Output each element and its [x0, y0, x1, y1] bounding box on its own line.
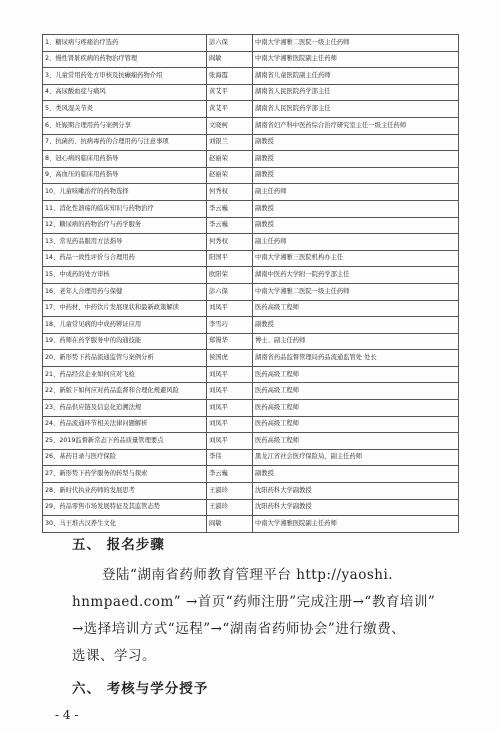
- course-cell: [43, 167, 207, 184]
- course-name: 消化性溃疡的临床知识与药物治疗: [59, 204, 154, 212]
- row-number: 10、: [45, 187, 60, 195]
- lecturer-title: 湖南省人民医院药学部主任: [253, 101, 459, 118]
- course-table: [42, 34, 459, 533]
- table-row: [43, 234, 459, 251]
- table-row: [43, 250, 459, 267]
- lecturer-title: 副教授: [253, 151, 459, 168]
- course-name: 妊娠期合理用药与案例分享: [55, 121, 131, 129]
- lecturer-name: 张海霞: [207, 68, 253, 85]
- course-cell: [43, 250, 207, 267]
- lecturer-title: 湖南省药品监督管理局药品流通监管处 处长: [253, 350, 459, 367]
- course-name: 糖尿病的药物治疗与药学服务: [59, 221, 142, 229]
- course-name: 马王堆古汉养生文化: [59, 519, 116, 527]
- row-number: 8、: [45, 154, 56, 162]
- course-cell: [43, 317, 207, 334]
- row-number: 21、: [45, 370, 60, 378]
- lecturer-name: 赵丽荣: [207, 151, 253, 168]
- course-cell: [43, 516, 207, 533]
- lecturer-name: 赵丽荣: [207, 167, 253, 184]
- lecturer-title: 黑龙江省社会医疗保险局，副主任药师: [253, 449, 459, 466]
- table-row: [43, 499, 459, 516]
- course-name: 基药目录与医疗保险: [59, 453, 116, 461]
- course-cell: [43, 35, 207, 52]
- lecturer-name: 李云巍: [207, 466, 253, 483]
- table-row: [43, 383, 459, 400]
- section-heading-registration: 五、 报名步骤: [72, 537, 165, 553]
- row-number: 9、: [45, 171, 56, 179]
- lecturer-title: 医药高级工程师: [253, 433, 459, 450]
- lecturer-title: 副教授: [253, 134, 459, 151]
- table-row: [43, 416, 459, 433]
- course-cell: [43, 200, 207, 217]
- course-name: 药品流通环节相关法律问题解析: [59, 420, 148, 428]
- course-name: 中药材、中药饮片发展现状和最新政策解读: [59, 304, 179, 312]
- course-name: 新时代执业药师的发展思考: [59, 486, 135, 494]
- course-cell: [43, 366, 207, 383]
- registration-paragraph-line-3: →选择培训方式“远程”→“湖南省药师协会”进行缴费、: [72, 621, 406, 637]
- lecturer-name: 刘凤平: [207, 300, 253, 317]
- course-cell: [43, 416, 207, 433]
- row-number: 30、: [45, 519, 60, 527]
- table-row: [43, 117, 459, 134]
- lecturer-name: 李伟: [207, 449, 253, 466]
- course-name: 2019监督新常态下药品质量管理要点: [59, 436, 164, 444]
- row-number: 19、: [45, 337, 60, 345]
- row-number: 7、: [45, 138, 56, 146]
- course-name: 高血压的临床用药指导: [55, 171, 119, 179]
- row-number: 17、: [45, 304, 60, 312]
- lecturer-title: 医药高级工程师: [253, 366, 459, 383]
- row-number: 5、: [45, 105, 56, 113]
- table-row: [43, 51, 459, 68]
- course-name: 儿童常用药处方审核及抗癫痫药物介绍: [55, 71, 163, 79]
- lecturer-title: 副教授: [253, 466, 459, 483]
- lecturer-title: 中南大学湘雅医院副主任药师: [253, 51, 459, 68]
- row-number: 23、: [45, 403, 60, 411]
- course-cell: [43, 433, 207, 450]
- course-cell: [43, 117, 207, 134]
- course-cell: [43, 300, 207, 317]
- course-name: 药师在药学服务中的沟通技能: [59, 337, 142, 345]
- course-cell: [43, 350, 207, 367]
- course-name: 儿童咳嗽治疗的药物选择: [59, 187, 129, 195]
- table-row: [43, 300, 459, 317]
- lecturer-name: 文晓柯: [207, 117, 253, 134]
- lecturer-title: 副教授: [253, 200, 459, 217]
- registration-paragraph-line-4: 选课、学习。: [72, 648, 156, 664]
- lecturer-name: 刘凤平: [207, 366, 253, 383]
- table-row: [43, 350, 459, 367]
- table-row: [43, 68, 459, 85]
- course-name: 药品零售市场发展特征及其监管态势: [59, 503, 161, 511]
- table-row: [43, 151, 459, 168]
- lecturer-name: 何秀权: [207, 234, 253, 251]
- lecturer-title: 副教授: [253, 317, 459, 334]
- table-row: [43, 134, 459, 151]
- registration-paragraph-line-1: 登陆“湖南省药师教育管理平台 http://yaoshi.: [102, 567, 394, 583]
- row-number: 1、: [45, 38, 56, 46]
- lecturer-name: 黄艾平: [207, 84, 253, 101]
- table-row: [43, 217, 459, 234]
- lecturer-title: 中南大学湘雅三医院机构办主任: [253, 250, 459, 267]
- lecturer-name: 李云巍: [207, 217, 253, 234]
- lecturer-title: 湖南省妇产科中医药综合治疗研究室主任一级主任药师: [253, 117, 459, 134]
- row-number: 4、: [45, 88, 56, 96]
- table-row: [43, 200, 459, 217]
- lecturer-name: 王淑玲: [207, 499, 253, 516]
- course-table-body: [43, 35, 459, 533]
- row-number: 2、: [45, 55, 56, 63]
- registration-paragraph-line-2: hnmpaed.com” →首页“药师注册”完成注册→“教育培训”: [72, 594, 436, 610]
- table-row: [43, 449, 459, 466]
- course-name: 老年人合理用药与保健: [59, 287, 123, 295]
- row-number: 20、: [45, 353, 60, 361]
- row-number: 24、: [45, 420, 60, 428]
- lecturer-name: 李雪巧: [207, 317, 253, 334]
- lecturer-name: 欧阳荣: [207, 267, 253, 284]
- course-cell: [43, 101, 207, 118]
- table-row: [43, 333, 459, 350]
- course-cell: [43, 483, 207, 500]
- lecturer-name: 彭六保: [207, 283, 253, 300]
- course-cell: [43, 134, 207, 151]
- table-row: [43, 433, 459, 450]
- table-row: [43, 466, 459, 483]
- table-row: [43, 184, 459, 201]
- lecturer-title: 副主任药师: [253, 184, 459, 201]
- lecturer-name: 李云巍: [207, 200, 253, 217]
- course-name: 类风湿关节炎: [55, 105, 94, 113]
- row-number: 22、: [45, 387, 60, 395]
- course-name: 新形势下药学服务的转型与探索: [59, 470, 148, 478]
- course-name: 抗菌药、抗病毒药的合理用药与注意事项: [55, 138, 169, 146]
- lecturer-name: 彭六保: [207, 35, 253, 52]
- lecturer-name: 何秀权: [207, 184, 253, 201]
- lecturer-name: 刘凤平: [207, 400, 253, 417]
- lecturer-name: 刘凤平: [207, 416, 253, 433]
- course-cell: [43, 283, 207, 300]
- course-name: 糖尿病与疼痛治疗选药: [55, 38, 119, 46]
- lecturer-title: 医药高级工程师: [253, 400, 459, 417]
- course-name: 中成药的处方审核: [59, 270, 110, 278]
- table-row: [43, 400, 459, 417]
- lecturer-title: 医药高级工程师: [253, 300, 459, 317]
- table-row: [43, 483, 459, 500]
- lecturer-title: 沈阳药科大学副教授: [253, 483, 459, 500]
- lecturer-title: 医药高级工程师: [253, 416, 459, 433]
- row-number: 14、: [45, 254, 60, 262]
- course-name: 常见药品服用方法指导: [59, 237, 123, 245]
- table-row: [43, 317, 459, 334]
- page-number: - 4 -: [55, 708, 79, 722]
- course-name: 慢性肾脏疾病的药物治疗管理: [55, 55, 138, 63]
- table-row: [43, 283, 459, 300]
- course-name: 药品经营企业如何应对飞检: [59, 370, 135, 378]
- table-row: [43, 167, 459, 184]
- course-name: 新形势下药品流通监管与案例分析: [59, 353, 154, 361]
- row-number: 3、: [45, 71, 56, 79]
- course-name: 新版下如何应对药品监督和合理化规避风险: [59, 387, 179, 395]
- course-cell: [43, 234, 207, 251]
- lecturer-title: 副教授: [253, 167, 459, 184]
- row-number: 26、: [45, 453, 60, 461]
- course-cell: [43, 333, 207, 350]
- lecturer-title: 副主任药师: [253, 234, 459, 251]
- course-cell: [43, 51, 207, 68]
- section-heading-assessment: 六、 考核与学分授予: [72, 681, 209, 697]
- lecturer-title: 湖南省人民医院药学部主任: [253, 84, 459, 101]
- table-row: [43, 101, 459, 118]
- course-name: 儿童常见病的中成药辨证应用: [59, 320, 142, 328]
- lecturer-title: 沈阳药科大学副教授: [253, 499, 459, 516]
- row-number: 16、: [45, 287, 60, 295]
- row-number: 13、: [45, 237, 60, 245]
- lecturer-name: 侯国虎: [207, 350, 253, 367]
- lecturer-name: 黄艾平: [207, 101, 253, 118]
- row-number: 12、: [45, 221, 60, 229]
- course-cell: [43, 84, 207, 101]
- lecturer-name: 郑馒华: [207, 333, 253, 350]
- course-cell: [43, 499, 207, 516]
- table-row: [43, 35, 459, 52]
- row-number: 15、: [45, 270, 60, 278]
- row-number: 18、: [45, 320, 60, 328]
- lecturer-name: 刘银兰: [207, 134, 253, 151]
- lecturer-title: 湖南中医药大学附一院药学部主任: [253, 267, 459, 284]
- row-number: 25、: [45, 436, 60, 444]
- table-row: [43, 267, 459, 284]
- course-cell: [43, 400, 207, 417]
- course-cell: [43, 466, 207, 483]
- course-cell: [43, 267, 207, 284]
- lecturer-name: 刘凤平: [207, 433, 253, 450]
- course-name: 药品一致性评价与合理用药: [59, 254, 135, 262]
- table-row: [43, 84, 459, 101]
- lecturer-title: 医药高级工程师: [253, 383, 459, 400]
- course-cell: [43, 217, 207, 234]
- row-number: 6、: [45, 121, 56, 129]
- lecturer-title: 中南大学湘雅二医院一级主任药师: [253, 35, 459, 52]
- row-number: 28、: [45, 486, 60, 494]
- lecturer-name: 王淑玲: [207, 483, 253, 500]
- row-number: 29、: [45, 503, 60, 511]
- course-cell: [43, 151, 207, 168]
- lecturer-title: 博士、副主任药师: [253, 333, 459, 350]
- lecturer-title: 中南大学湘雅二医院一级主任药师: [253, 283, 459, 300]
- row-number: 27、: [45, 470, 60, 478]
- course-cell: [43, 184, 207, 201]
- lecturer-title: 副教授: [253, 217, 459, 234]
- lecturer-name: 阳国平: [207, 250, 253, 267]
- course-cell: [43, 383, 207, 400]
- course-name: 高尿酸血症与痛风: [55, 88, 106, 96]
- lecturer-name: 刘凤平: [207, 383, 253, 400]
- table-row: [43, 366, 459, 383]
- lecturer-name: 阎敏: [207, 516, 253, 533]
- table-row: [43, 516, 459, 533]
- lecturer-title: 中南大学湘雅医院副主任药师: [253, 516, 459, 533]
- course-name: 药品供应链及信息化追溯法规: [59, 403, 142, 411]
- course-cell: [43, 68, 207, 85]
- row-number: 11、: [45, 204, 60, 212]
- course-name: 冠心病的临床用药指导: [55, 154, 119, 162]
- lecturer-name: 阎敏: [207, 51, 253, 68]
- course-cell: [43, 449, 207, 466]
- lecturer-title: 湖南省儿童医院副主任药师: [253, 68, 459, 85]
